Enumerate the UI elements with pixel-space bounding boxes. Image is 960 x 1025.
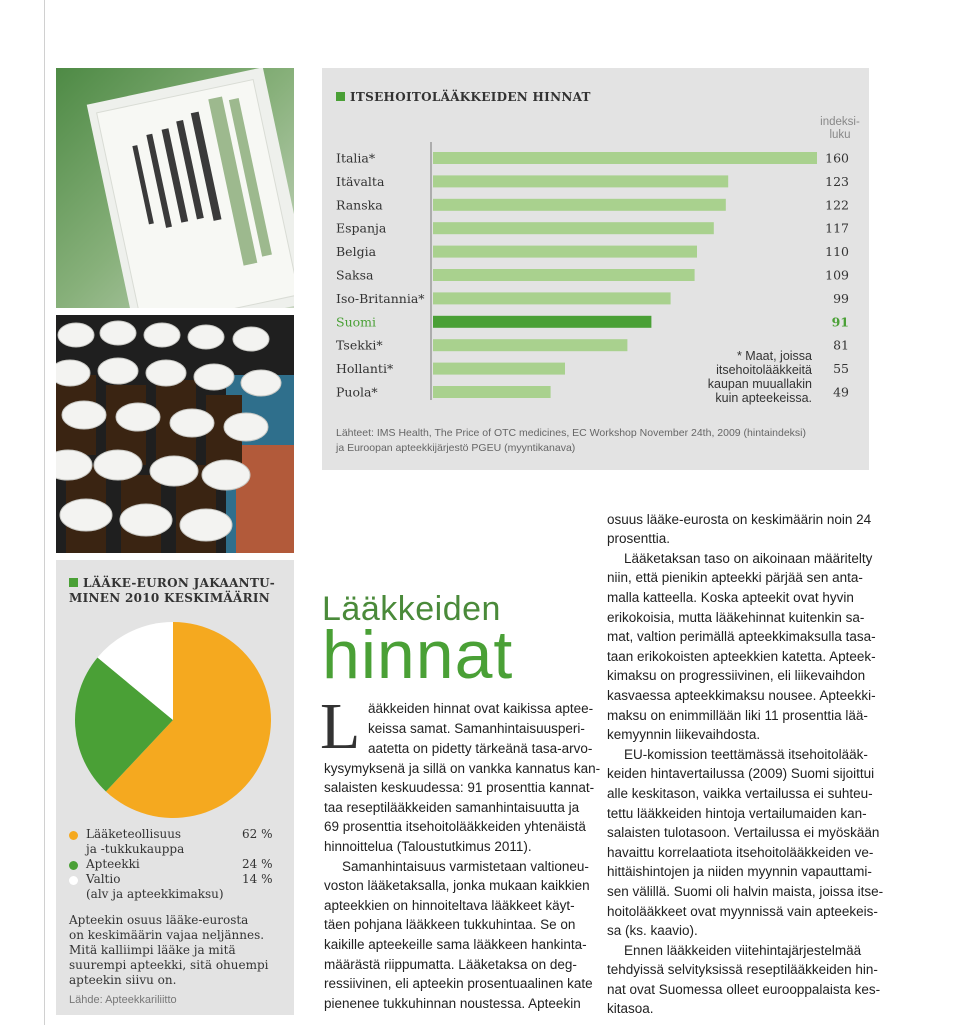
legend-industry-pct: 62 % [242, 827, 273, 841]
category-label: Belgia [336, 244, 377, 260]
index-column-header: indeksi- luku [820, 116, 860, 141]
chart-footnote: * Maat, joissa itsehoitolääkkeitä kaupan muuallakin kuin apteekeissa. [707, 349, 812, 405]
legend-industry-label: Lääketeollisuus ja -tukkukauppa [86, 827, 185, 856]
col2-line: alle keskitason, vaikka vertailussa ei suhteu- [607, 786, 873, 801]
legend-dot-state [69, 876, 78, 885]
col2-line: kimaksu on progressiivinen, eli liikevaihdon [607, 668, 866, 683]
col2-line: tettu lääkkeiden hintoja vertailumaiden kan- [607, 806, 867, 821]
col2-line: osuus lääke-eurosta on keskimäärin noin 24 [607, 512, 872, 527]
col2-line: keiden hintavertailussa (2009) Suomi sijoittui [607, 766, 875, 781]
col1-line: kysymyksenä ja sillä on vankka kannatus kan- [324, 761, 601, 776]
pie-source: Lähde: Apteekkariliitto [69, 994, 177, 1006]
category-label: Puola* [336, 384, 378, 400]
category-label: Espanja [336, 220, 387, 236]
value-label: 110 [825, 244, 849, 260]
col1-line: taa reseptilääkkeiden samanhintaisuutta ja [324, 800, 580, 815]
col2-line: havaittu korrelaatiota itsehoitolääkkeiden ve- [607, 845, 874, 860]
article-heading-big: hinnat [322, 617, 514, 693]
green-square-icon [69, 578, 78, 587]
col2-line: malla katteella. Koska apteekit ovat hyvin [607, 590, 854, 605]
category-label: Ranska [336, 197, 383, 213]
category-label: Tsekki* [336, 337, 383, 353]
col2-line: tehdyissä selvityksissä reseptilääkkeiden hin- [607, 962, 878, 977]
article-heading-small: Lääkkeiden [322, 590, 501, 628]
legend-state-pct: 14 % [242, 872, 273, 886]
col2-line: kitasoa. [607, 1001, 654, 1016]
col1-line: määrästä riippumatta. Lääketaksa on deg- [324, 957, 577, 972]
pie-note: Apteekin osuus lääke-eurosta on keskimäärin vajaa neljännes. Mitä kalliimpi lääke ja mitä suurempi apteekki, sitä ohuempi apteekin siivu on. [69, 913, 269, 987]
col2-line: kemyynnin liikevaihdosta. [607, 727, 761, 742]
category-label: Itävalta [336, 173, 385, 189]
col2-line: hoitolääkkeet ovat myynnissä vain apteekeis- [607, 904, 878, 919]
col1-line: hinnoittelua (Taloustutkimus 2011). [324, 839, 532, 854]
col2-line: Ennen lääkkeiden viitehintajärjestelmää [624, 943, 862, 958]
col2-line: kasvaessa apteekkimaksu nousee. Apteekki- [607, 688, 876, 703]
chart-sources: Lähteet: IMS Health, The Price of OTC medicines, EC Workshop November 24th, 2009 (hintaindeksi) ja Euroopan apteekkijärjestö PGEU (myyntikanava) [336, 427, 806, 454]
value-label: 55 [833, 361, 849, 377]
value-label: 117 [825, 220, 849, 236]
col2-line: sen välillä. Suomi oli halvin maista, joissa itse- [607, 884, 884, 899]
page-margin-line [44, 0, 45, 1025]
col2-line: Lääketaksan taso on aikoinaan määritelty [624, 551, 873, 566]
value-label: 109 [825, 267, 849, 283]
legend-pharmacy-label: Apteekki [86, 857, 140, 871]
value-label: 123 [825, 173, 849, 189]
legend-state-label: Valtio (alv ja apteekkimaksu) [86, 872, 224, 901]
col1-line: 69 prosenttia itsehoitolääkkeiden yhtenäistä [324, 819, 586, 834]
col2-line: mat, valtion perimällä apteekkimaksulla tasa- [607, 629, 876, 644]
col1-line: voston lääketaksalla, jonka mukaan kaikkien [324, 878, 590, 893]
value-label: 99 [833, 290, 849, 306]
pie-title: LÄÄKE-EURON JAKAANTU- MINEN 2010 KESKIMÄÄRIN [69, 576, 276, 605]
category-label: Italia* [336, 150, 376, 166]
col2-line: maksu on enimmillään liki 11 prosenttia lää- [607, 708, 868, 723]
col1-line: apteekkien on hinnoiteltava lääkkeet käyt- [324, 898, 575, 913]
col1-line: aatetta on pidetty tärkeänä tasa-arvo- [368, 741, 593, 756]
category-label: Suomi [336, 314, 376, 330]
category-label: Saksa [336, 267, 374, 283]
category-label: Iso-Britannia* [336, 290, 425, 306]
chart-title: ITSEHOITOLÄÄKKEIDEN HINNAT [336, 90, 591, 104]
value-label: 91 [831, 314, 849, 330]
drop-cap: L [320, 690, 361, 763]
col2-line: niin, että pienikin apteekki pärjää sen anta- [607, 570, 863, 585]
col1-line: pienenee tukkuhinnan noustessa. Apteekin [324, 996, 581, 1011]
medicine-boxes-photo [56, 68, 294, 308]
col2-line: nat ovat Suomessa olleet eurooppalaista kes- [607, 982, 881, 997]
legend-dot-pharmacy [69, 861, 78, 870]
col1-line: salaisten keskuudessa: 91 prosenttia kannat- [324, 780, 595, 795]
col1-line: ääkkeiden hinnat ovat kaikissa aptee- [368, 701, 594, 716]
green-square-icon [336, 92, 345, 101]
value-label: 122 [825, 197, 849, 213]
legend-dot-industry [69, 831, 78, 840]
pie-chart [56, 610, 294, 830]
col2-line: sa (ks. kaavio). [607, 923, 698, 938]
col2-line: hittäishintojen ja niiden myynnin vapauttami- [607, 864, 872, 879]
category-label: Hollanti* [336, 361, 394, 377]
value-label: 160 [825, 150, 849, 166]
col1-line: täen pohjana lääkkeen tukkuhintaa. Se on [324, 917, 576, 932]
price-index-chart-panel [322, 68, 869, 470]
legend-pharmacy-pct: 24 % [242, 857, 273, 871]
pie-chart-panel [56, 560, 294, 1015]
value-label: 49 [833, 384, 849, 400]
col2-line: prosenttia. [607, 531, 671, 546]
col1-line: keissa samat. Samanhintaisuusperi- [368, 721, 585, 736]
col2-line: taan erikokoisten apteekkien katetta. Apteek- [607, 649, 876, 664]
col1-line: kaikille apteekeille sama lääkkeen hankinta- [324, 937, 587, 952]
col2-line: EU-komission teettämässä itsehoitolääk- [624, 747, 868, 762]
col2-line: salaisten tulotasoon. Vertailussa ei myöskään [607, 825, 880, 840]
col2-line: erikokoisia, mutta lääkehinnat kuitenkin sa- [607, 610, 865, 625]
value-label: 81 [833, 337, 849, 353]
col1-line: Samanhintaisuus varmistetaan valtioneu- [342, 859, 589, 874]
col1-line: ressiivinen, eli apteekin prosentuaalinen kate [324, 976, 593, 991]
medicine-bottles-photo [56, 315, 294, 553]
